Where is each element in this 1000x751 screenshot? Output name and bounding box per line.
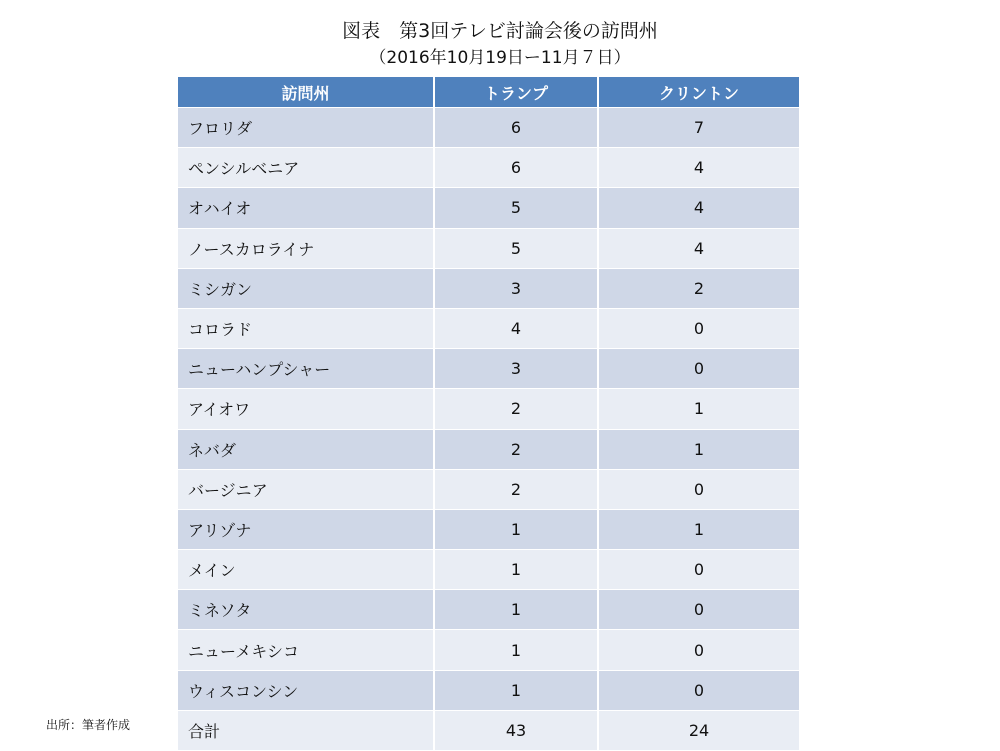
table-row — [178, 229, 799, 269]
trump-visits-cell: 5 — [435, 188, 599, 227]
trump-visits-cell: 6 — [435, 108, 599, 147]
state-name-cell: バージニア — [178, 470, 435, 509]
chart-title: 図表 第3回テレビ討論会後の訪問州 — [342, 20, 658, 42]
clinton-visits-cell: 0 — [693, 359, 705, 379]
clinton-visits-cell: 0 — [693, 640, 705, 660]
state-name-cell: ミネソタ — [178, 590, 435, 629]
clinton-total-cell: 24 — [688, 720, 710, 740]
table-row — [178, 349, 799, 389]
table-row — [178, 430, 799, 470]
table-row — [178, 389, 799, 429]
table-row — [178, 671, 799, 711]
table-row — [178, 188, 799, 228]
table-row — [178, 630, 799, 670]
table-row — [178, 269, 799, 309]
state-name-cell: ネバダ — [178, 430, 435, 469]
trump-visits-cell: 3 — [435, 269, 599, 308]
state-name-cell: アリゾナ — [178, 510, 435, 549]
table-header-row — [178, 77, 799, 108]
trump-visits-cell: 1 — [435, 550, 599, 589]
clinton-visits-cell: 0 — [693, 479, 705, 499]
state-name-cell: ノースカロライナ — [178, 229, 435, 268]
trump-visits-cell: 1 — [435, 671, 599, 710]
trump-total-cell: 43 — [435, 711, 599, 750]
total-label-cell: 合計 — [178, 711, 435, 750]
table-row — [178, 148, 799, 188]
header-trump: トランプ — [435, 77, 599, 107]
state-name-cell: オハイオ — [178, 188, 435, 227]
trump-visits-cell: 5 — [435, 229, 599, 268]
state-name-cell: ニューハンプシャー — [178, 349, 435, 388]
clinton-visits-cell: 0 — [693, 319, 705, 339]
trump-visits-cell: 3 — [435, 349, 599, 388]
trump-visits-cell: 2 — [435, 470, 599, 509]
clinton-visits-cell: 0 — [693, 680, 705, 700]
table-row — [178, 108, 799, 148]
clinton-visits-cell: 4 — [693, 198, 705, 218]
total-row — [178, 711, 799, 751]
header-state: 訪問州 — [178, 77, 435, 107]
clinton-visits-cell: 2 — [693, 278, 705, 298]
state-name-cell: メイン — [178, 550, 435, 589]
state-name-cell: コロラド — [178, 309, 435, 348]
clinton-visits-cell: 7 — [693, 118, 705, 138]
table-row — [178, 309, 799, 349]
trump-visits-cell: 4 — [435, 309, 599, 348]
visit-table — [178, 77, 799, 751]
clinton-visits-cell: 4 — [693, 158, 705, 178]
state-name-cell: ペンシルベニア — [178, 148, 435, 187]
chart-subtitle: （2016年10月19日ー11月７日） — [369, 48, 631, 68]
trump-visits-cell: 2 — [435, 389, 599, 428]
clinton-visits-cell: 4 — [693, 238, 705, 258]
trump-visits-cell: 1 — [435, 590, 599, 629]
clinton-visits-cell: 0 — [693, 560, 705, 580]
state-name-cell: フロリダ — [178, 108, 435, 147]
clinton-visits-cell: 0 — [693, 600, 705, 620]
trump-visits-cell: 1 — [435, 510, 599, 549]
table-row — [178, 550, 799, 590]
state-name-cell: ウィスコンシン — [178, 671, 435, 710]
state-name-cell: ニューメキシコ — [178, 630, 435, 669]
state-name-cell: アイオワ — [178, 389, 435, 428]
trump-visits-cell: 1 — [435, 630, 599, 669]
state-name-cell: ミシガン — [178, 269, 435, 308]
source-note: 出所：筆者作成 — [46, 718, 131, 732]
header-clinton: クリントン — [658, 83, 739, 103]
trump-visits-cell: 2 — [435, 430, 599, 469]
table-row — [178, 470, 799, 510]
clinton-visits-cell: 1 — [693, 399, 705, 419]
clinton-visits-cell: 1 — [693, 439, 705, 459]
table-row — [178, 510, 799, 550]
clinton-visits-cell: 1 — [693, 519, 705, 539]
table-row — [178, 590, 799, 630]
trump-visits-cell: 6 — [435, 148, 599, 187]
